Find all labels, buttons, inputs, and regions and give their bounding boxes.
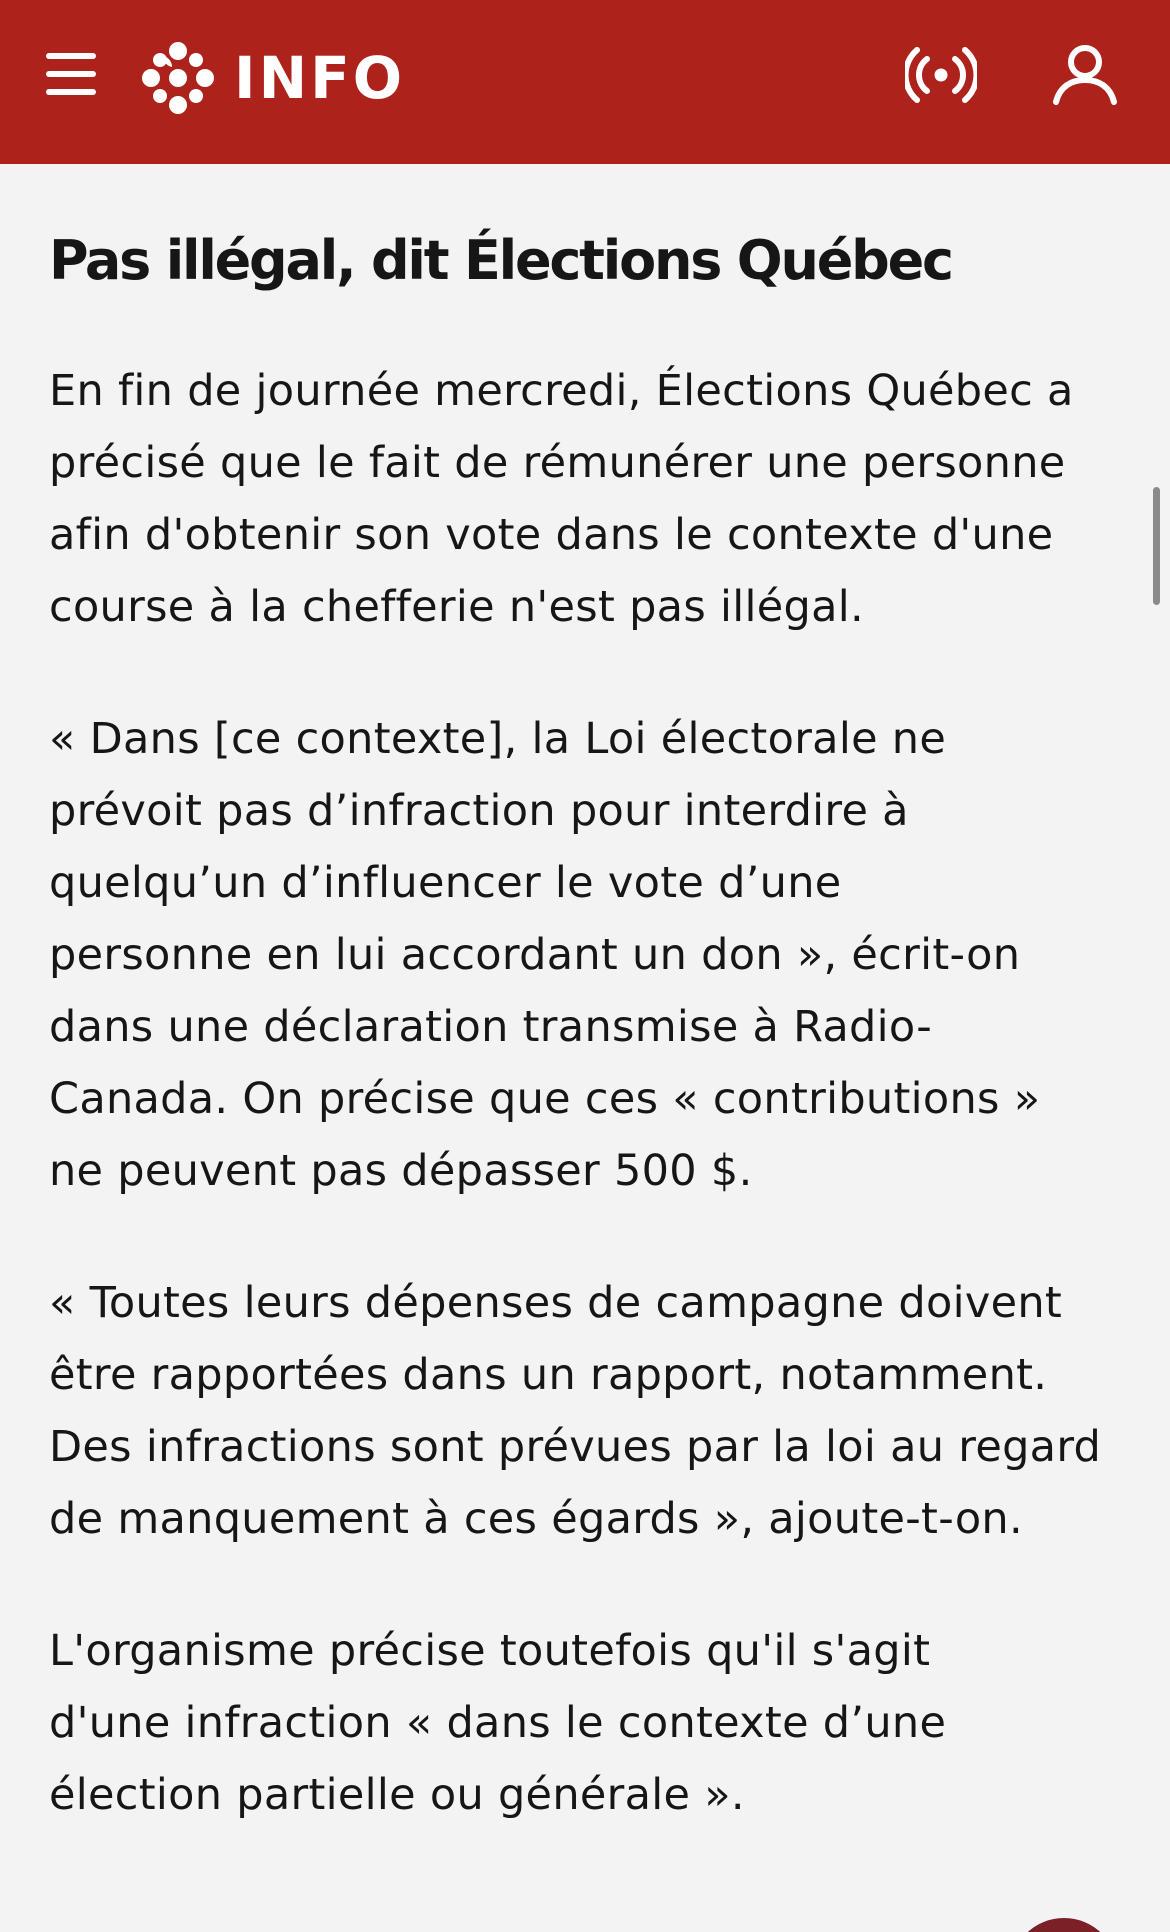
hamburger-menu-icon[interactable] [46, 50, 98, 96]
top-app-bar [0, 0, 1170, 164]
live-broadcast-icon[interactable] [905, 44, 977, 106]
section-heading: Pas illégal, dit Élections Québec [49, 229, 952, 292]
menu-line [46, 53, 96, 59]
article-paragraph: L'organisme précise toutefois qu'il s'agit d'une infraction « dans le contexte d’une élection partielle ou générale ». [49, 1626, 947, 1820]
article-paragraph: « Dans [ce contexte], la Loi électorale ne prévoit pas d’infraction pour interdire à quelqu’un d’influencer le vote d’une personne en lui accordant un don », écrit-on dans une déclaration transmise à Radio-Canada. On précise que ces « contributions » ne peuvent pas dépasser 500 $. [49, 714, 1041, 1196]
gem-logo-icon[interactable] [142, 42, 214, 114]
article-paragraph: En fin de journée mercredi, Élections Québec a précisé que le fait de rémunérer une personne afin d'obtenir son vote dans le contexte d'une course à la chefferie n'est pas illégal. [49, 366, 1074, 632]
brand-title[interactable]: INFO [234, 44, 406, 112]
article-body [49, 164, 1119, 1831]
article-paragraph: « Toutes leurs dépenses de campagne doivent être rapportées dans un rapport, notamment. Des infractions sont prévues par la loi au regard de manquement à ces égards », ajoute-t-on. [49, 1278, 1102, 1544]
floating-action-button[interactable] [1010, 1918, 1118, 1932]
menu-line [46, 89, 96, 95]
menu-line [46, 71, 96, 77]
scrollbar-thumb[interactable] [1153, 487, 1160, 605]
user-account-icon[interactable] [1052, 44, 1118, 106]
